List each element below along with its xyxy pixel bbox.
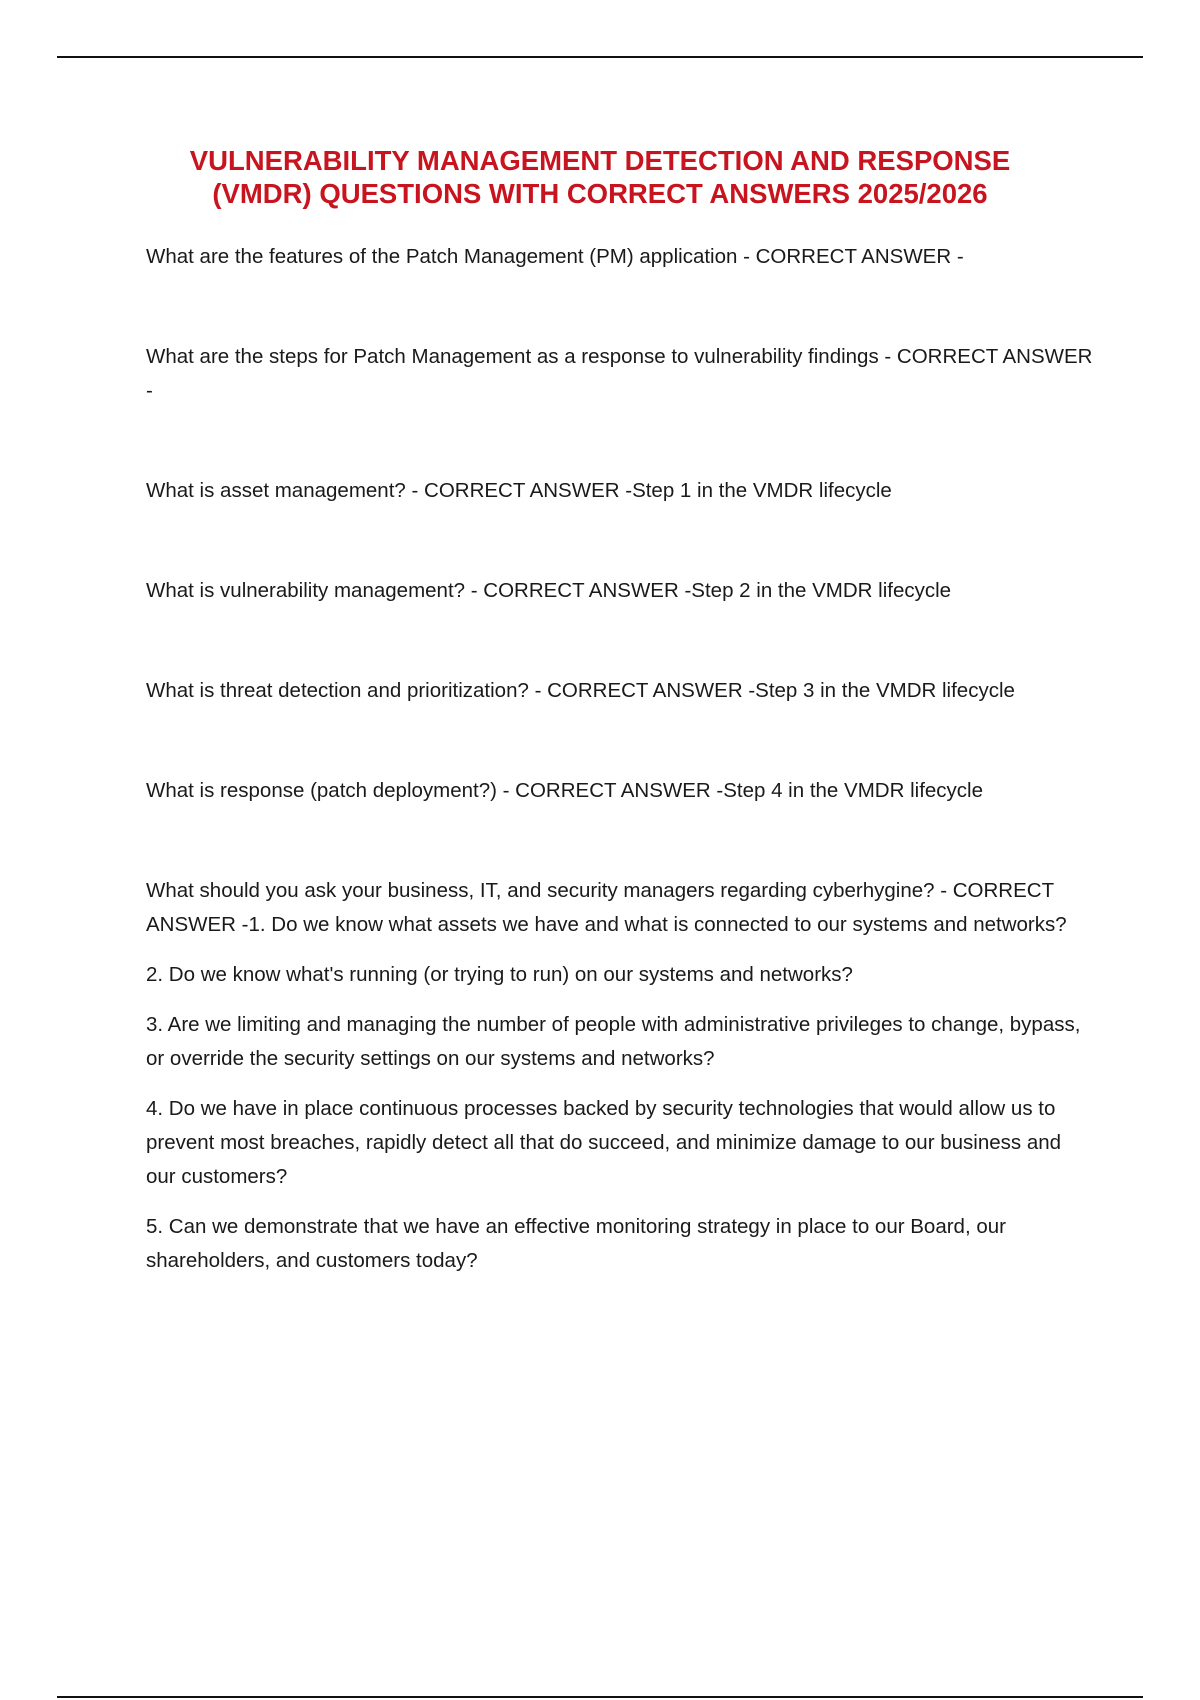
title-line-2: (VMDR) QUESTIONS WITH CORRECT ANSWERS 2025/2026 — [212, 178, 988, 209]
bottom-rule — [57, 1696, 1143, 1698]
qa-item-patch-features: What are the features of the Patch Management (PM) application - CORRECT ANSWER - — [146, 245, 964, 268]
title-line-1: VULNERABILITY MANAGEMENT DETECTION AND RESPONSE — [189, 145, 1011, 176]
qa-item-cyberhygiene-3: 3. Are we limiting and managing the number of people with administrative privileges to change, bypass, or override the security settings on our systems and networks? — [146, 1013, 1081, 1070]
qa-item-response: What is response (patch deployment?) - CORRECT ANSWER -Step 4 in the VMDR lifecycle — [146, 779, 983, 802]
qa-item-vulnerability-management: What is vulnerability management? - CORRECT ANSWER -Step 2 in the VMDR lifecycle — [146, 579, 952, 602]
document-title — [100, 144, 1100, 210]
qa-item-cyberhygiene-question: What should you ask your business, IT, and security managers regarding cyberhygine? - CORRECT ANSWER -1. Do we know what assets we have and what is connected to our systems and networks? — [146, 879, 1067, 936]
qa-item-cyberhygiene-2: 2. Do we know what's running (or trying to run) on our systems and networks? — [146, 963, 853, 986]
qa-item-asset-management: What is asset management? - CORRECT ANSWER -Step 1 in the VMDR lifecycle — [146, 479, 892, 502]
qa-item-patch-steps: What are the steps for Patch Management as a response to vulnerability findings - CORRECT ANSWER - — [146, 345, 1093, 402]
qa-item-cyberhygiene-5: 5. Can we demonstrate that we have an effective monitoring strategy in place to our Board, our shareholders, and customers today? — [146, 1215, 1006, 1272]
top-rule — [57, 56, 1143, 58]
qa-item-threat-detection: What is threat detection and prioritization? - CORRECT ANSWER -Step 3 in the VMDR lifecycle — [146, 679, 1015, 702]
qa-list — [146, 240, 1096, 1294]
qa-item-cyberhygiene-4: 4. Do we have in place continuous processes backed by security technologies that would allow us to prevent most breaches, rapidly detect all that do succeed, and minimize damage to our business and our customers? — [146, 1097, 1062, 1188]
